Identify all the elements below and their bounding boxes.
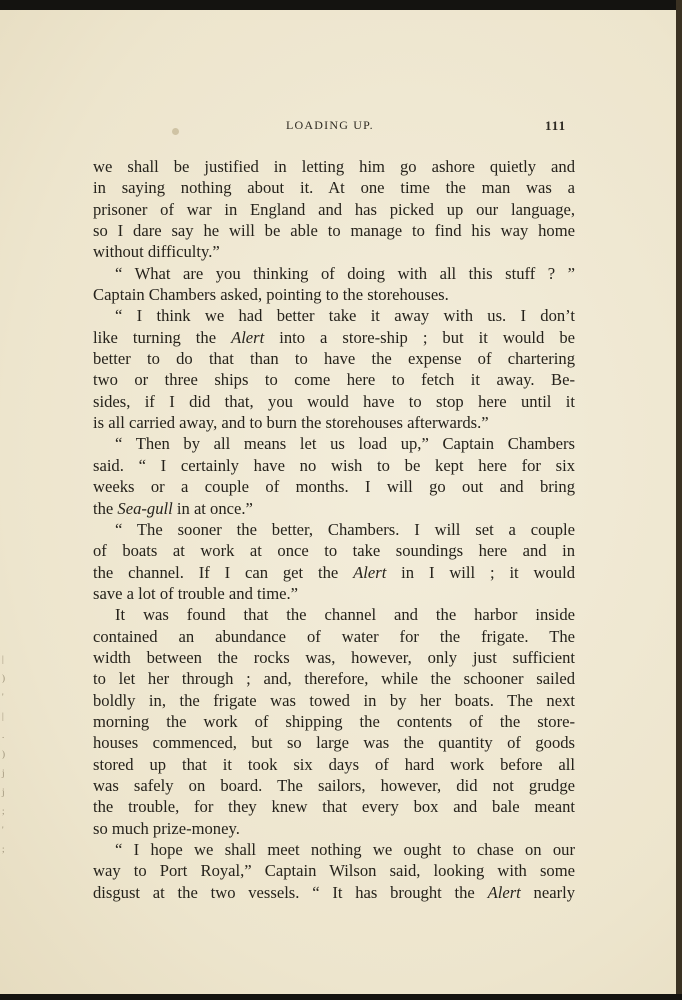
text-line: “ What are you thinking of doing with all this stuff ? ” xyxy=(115,263,575,283)
binding-margin-marks: | ) ' | . ) j j ; ' ; xyxy=(2,654,5,854)
page-header xyxy=(0,118,676,138)
text-line: without difficulty.” xyxy=(93,242,220,262)
text-line: “ I think we had better take it away with us. I don’t xyxy=(115,306,575,326)
scan-right-edge xyxy=(676,0,682,1000)
text-line: boldly in, the frigate was towed in by her boats. The next xyxy=(93,690,575,710)
text-line: “ Then by all means let us load up,” Captain Chambers xyxy=(115,434,575,454)
text-line: disgust at the two vessels. “ It has brought the Alert nearly xyxy=(93,882,575,902)
page-number: 111 xyxy=(545,118,567,133)
text-line: save a lot of trouble and time.” xyxy=(93,583,299,603)
text-line: weeks or a couple of months. I will go out and bring xyxy=(93,477,575,497)
text-line: the channel. If I can get the Alert in I will ; it would xyxy=(93,562,575,582)
text-line: so much prize-money. xyxy=(93,818,240,838)
text-line: we shall be justified in letting him go ashore quietly and xyxy=(93,157,575,176)
book-page xyxy=(0,10,676,994)
text-line: so I dare say he will be able to manage to find his way home xyxy=(93,221,575,241)
text-line: the trouble, for they knew that every box and bale meant xyxy=(93,797,575,817)
text-line: like turning the Alert into a store-ship ; but it would be xyxy=(93,327,575,347)
text-line: It was found that the channel and the harbor inside xyxy=(115,605,575,625)
text-line: way to Port Royal,” Captain Wilson said, looking with some xyxy=(93,861,575,881)
text-line: two or three ships to come here to fetch it away. Be- xyxy=(93,370,575,390)
scan-bottom-edge xyxy=(0,994,682,1000)
text-line: “ The sooner the better, Chambers. I will set a couple xyxy=(115,519,575,539)
scan-top-edge xyxy=(0,0,682,10)
text-line: prisoner of war in England and has picked up our language, xyxy=(93,199,575,219)
text-line: morning the work of shipping the contents of the store- xyxy=(93,711,575,731)
text-line: contained an abundance of water for the frigate. The xyxy=(93,626,575,646)
text-line: said. “ I certainly have no wish to be kept here for six xyxy=(93,455,575,475)
text-line: “ I hope we shall meet nothing we ought to chase on our xyxy=(115,840,575,859)
body-text xyxy=(93,156,575,903)
text-line: is all carried away, and to burn the storehouses afterwards.” xyxy=(93,413,489,433)
text-line: width between the rocks was, however, only just sufficient xyxy=(93,647,575,667)
text-line: houses commenced, but so large was the quantity of goods xyxy=(93,733,575,753)
text-line: to let her through ; and, therefore, while the schooner sailed xyxy=(93,669,575,689)
text-line: better to do that than to have the expense of chartering xyxy=(93,349,575,369)
running-head: LOADING UP. xyxy=(286,118,374,132)
text-line: sides, if I did that, you would have to stop here until it xyxy=(93,391,575,411)
text-line: the Sea-gull in at once.” xyxy=(93,498,253,518)
text-line: Captain Chambers asked, pointing to the storehouses. xyxy=(93,285,449,305)
text-line: stored up that it took six days of hard work before all xyxy=(93,754,575,774)
text-line: was safely on board. The sailors, however, did not grudge xyxy=(93,775,575,795)
text-line: in saying nothing about it. At one time the man was a xyxy=(93,178,575,198)
text-line: of boats at work at once to take soundings here and in xyxy=(93,541,575,561)
